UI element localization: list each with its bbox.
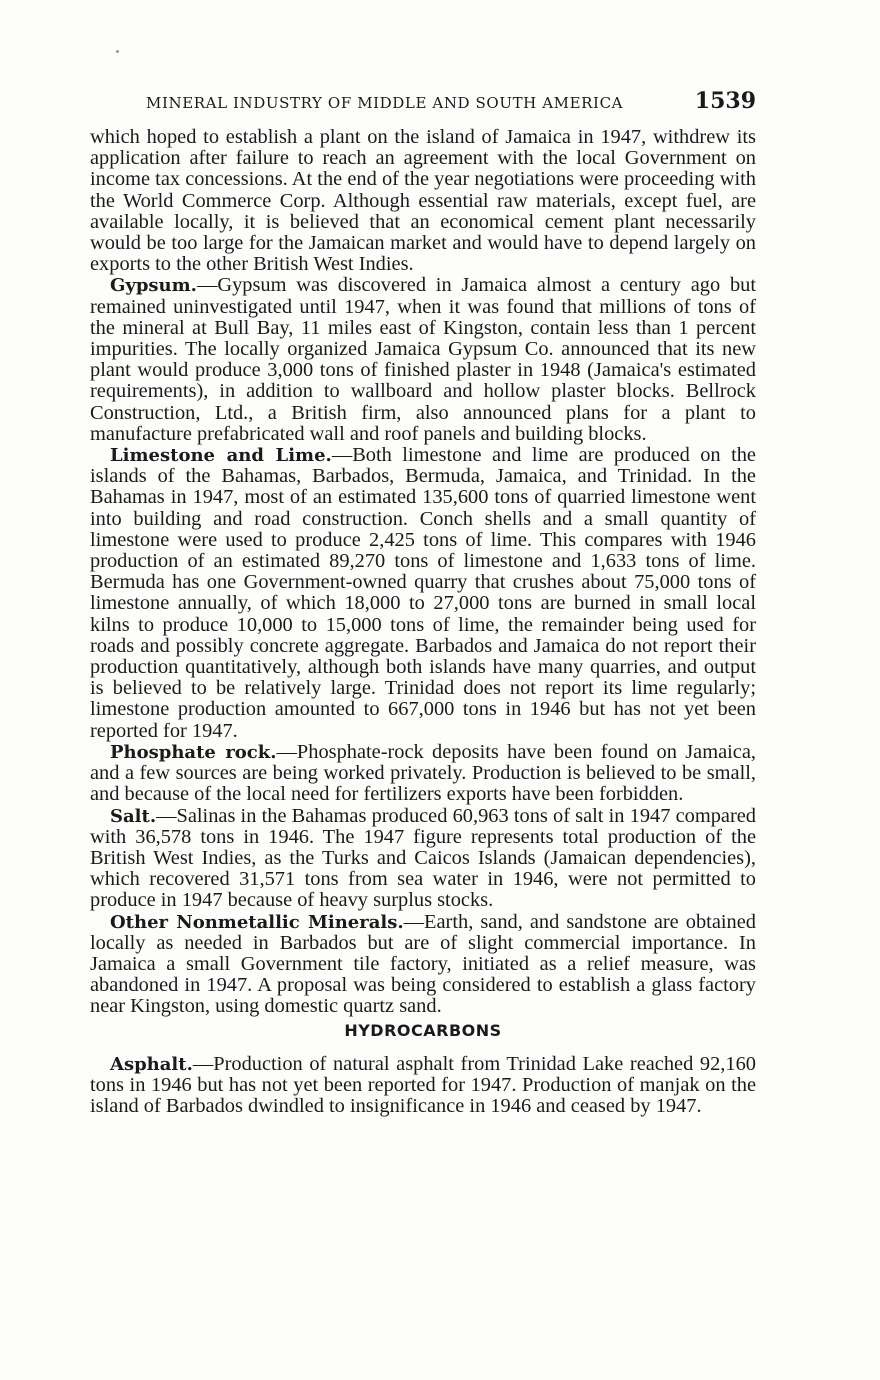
running-title: MINERAL INDUSTRY OF MIDDLE AND SOUTH AMERICA (146, 94, 624, 112)
paragraph-salt (90, 806, 756, 912)
paragraph-gypsum (90, 275, 756, 445)
paragraph-cement-continued: which hoped to establish a plant on the island of Jamaica in 1947, withdrew its application after failure to reach an agreement with the local Government on income tax concessions. At the end of the year negotiations were proceeding with the World Commerce Corp. Although essential raw materials, except fuel, are available locally, it is believed that an economical cement plant necessarily would be too large for the Jamaican market and would have to depend largely on exports to the other British West Indies. (90, 126, 756, 276)
text-phosphate: —Phosphate-rock deposits have been found on Jamaica, and a few sources are being worked privately. Production is believed to be small, and because of the local need for fertilizers exports have been forbidden. (90, 740, 756, 806)
text-asphalt: —Production of natural asphalt from Trinidad Lake reached 92,160 tons in 1946 but has not yet been reported for 1947. Production of manjak on the island of Barbados dwindled to insignificance in 1946 and ceased by 1947. (90, 1052, 756, 1117)
heading-salt: Salt. (110, 805, 157, 827)
text-other-nonmetallic: —Earth, sand, and sandstone are obtained locally as needed in Barbados but are of slight commercial importance. In Jamaica a small Government tile factory, initiated as a relief measure, was abandoned in 1947. A proposal was being considered to establish a glass factory near Kingston, using domestic quartz sand. (90, 910, 757, 1018)
text-limestone: —Both limestone and lime are produced on the islands of the Bahamas, Barbados, Bermuda, Jamaica, and Trinidad. In the Bahamas in 1947, most of an estimated 135,600 tons of quarried limestone went into building and road construction. Conch shells and a small quantity of limestone were used to produce 2,425 tons of lime. This compares with 1946 production of an estimated 89,270 tons of limestone and 1,633 tons of lime. Bermuda has one Government-owned quarry that crushes about 75,000 tons of limestone annually, of which 18,000 to 27,000 tons are burned in small local kilns to produce 10,000 to 15,000 tons of lime, the remainder being used for roads and possibly concrete aggregate. Barbados and Jamaica do not report their production quantitatively, although both islands have many quarries, and output is believed to be relatively large. Trinidad does not report its lime regularly; limestone production amounted to 667,000 tons in 1946 but has not yet been reported for 1947. (90, 444, 756, 742)
paragraph-asphalt (90, 1054, 756, 1118)
heading-asphalt: Asphalt. (110, 1053, 193, 1075)
text-gypsum: —Gypsum was discovered in Jamaica almost a century ago but remained uninvestigated until 1947, when it was found that millions of tons of the mineral at Bull Bay, 11 miles east of Kingston, contain less than 1 percent impurities. The locally organized Jamaica Gypsum Co. announced that its new plant would produce 3,000 tons of finished plaster in 1948 (Jamaica's estimated requirements), in addition to wallboard and hollow plaster blocks. Bellrock Construction, Ltd., a British firm, also announced plans for a plant to manufacture prefabricated wall and roof panels and building blocks. (90, 274, 756, 445)
scan-speck (116, 50, 119, 53)
paragraph-phosphate (90, 742, 756, 806)
paragraph-limestone (90, 445, 756, 742)
body-text (90, 127, 756, 1117)
text-salt: —Salinas in the Bahamas produced 60,963 tons of salt in 1947 compared with 36,578 tons in 1946. The 1947 figure represents total production of the British West Indies, as the Turks and Caicos Islands (Jamaican dependencies), which recovered 31,571 tons from sea water in 1946, were not permitted to produce in 1947 because of heavy surplus stocks. (90, 804, 756, 912)
heading-phosphate: Phosphate rock. (110, 741, 277, 763)
heading-limestone: Limestone and Lime. (110, 445, 332, 467)
paragraph-other-nonmetallic (90, 912, 756, 1018)
heading-other-nonmetallic: Other Nonmetallic Minerals. (110, 911, 404, 933)
heading-gypsum: Gypsum. (110, 275, 197, 297)
running-head (90, 88, 756, 118)
page-number: 1539 (694, 88, 756, 114)
section-heading-hydrocarbons: HYDROCARBONS (344, 1020, 502, 1040)
